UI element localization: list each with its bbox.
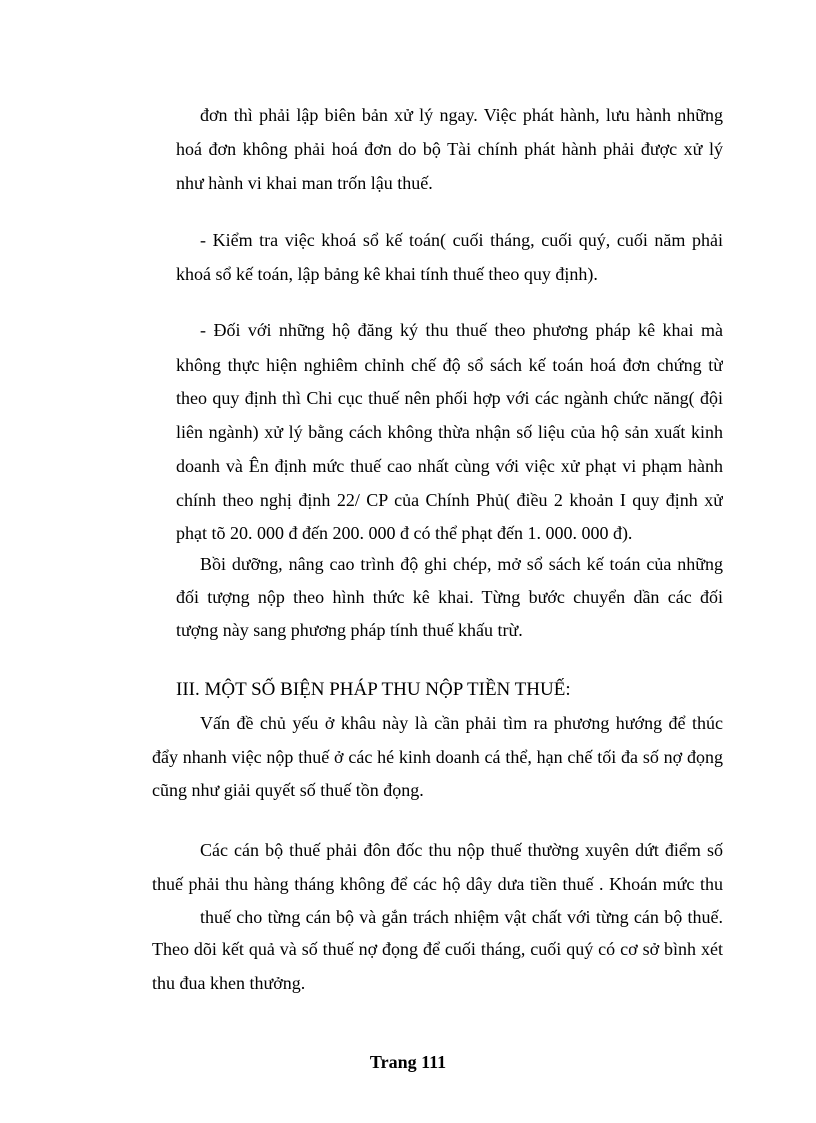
text-line: thuế cho từng cán bộ và gắn trách nhiệm vật chất với từng cán bộ thuế. xyxy=(200,907,723,927)
text-line: Bồi dưỡng, nâng cao trình độ ghi chép, mở sổ sách kế toán của những xyxy=(200,554,723,574)
text-line: đơn thì phải lập biên bản xử lý ngay. Việc phát hành, lưu hành những xyxy=(200,105,723,125)
text-line: tượng này sang phương pháp tính thuế khấu trừ. xyxy=(176,620,523,640)
text-line: doanh và Ên định mức thuế cao nhất cùng với việc xử phạt vi phạm hành xyxy=(176,456,723,476)
section-heading: III. MỘT SỐ BIỆN PHÁP THU NỘP TIỀN THUẾ: xyxy=(176,679,571,700)
text-line: Theo dõi kết quả và số thuế nợ đọng để cuối tháng, cuối quý có cơ sở bình xét xyxy=(152,939,723,959)
text-line: đẩy nhanh việc nộp thuế ở các hé kinh doanh cá thể, hạn chế tối đa số nợ đọng xyxy=(152,747,723,767)
text-line: như hành vi khai man trốn lậu thuế. xyxy=(176,173,433,193)
text-line: Các cán bộ thuế phải đôn đốc thu nộp thuế thường xuyên dứt điểm số xyxy=(200,840,723,860)
text-line: phạt tõ 20. 000 đ đến 200. 000 đ có thể phạt đến 1. 000. 000 đ). xyxy=(176,523,633,543)
text-line: cũng như giải quyết số thuế tồn đọng. xyxy=(152,780,424,800)
text-line: không thực hiện nghiêm chỉnh chế độ sổ sách kế toán hoá đơn chứng từ xyxy=(176,355,723,375)
text-line: đối tượng nộp theo hình thức kê khai. Từng bước chuyển dần các đối xyxy=(176,587,723,607)
text-line: thu đua khen thưởng. xyxy=(152,973,306,993)
text-line: khoá sổ kế toán, lập bảng kê khai tính thuế theo quy định). xyxy=(176,264,598,284)
text-line: hoá đơn không phải hoá đơn do bộ Tài chính phát hành phải được xử lý xyxy=(176,139,723,159)
text-line: liên ngành) xử lý bằng cách không thừa nhận số liệu của hộ sản xuất kinh xyxy=(176,422,723,442)
text-line: chính theo nghị định 22/ CP của Chính Phủ( điều 2 khoản I quy định xử xyxy=(176,490,723,510)
text-line: - Đối với những hộ đăng ký thu thuế theo phương pháp kê khai mà xyxy=(200,320,723,340)
text-line: thuế phải thu hàng tháng không để các hộ dây dưa tiền thuế . Khoán mức thu xyxy=(152,874,723,894)
text-line: theo quy định thì Chi cục thuế nên phối hợp với các ngành chức năng( đội xyxy=(176,388,723,408)
page-number: Trang 111 xyxy=(369,1052,447,1072)
text-line: Vấn đề chủ yếu ở khâu này là cần phải tìm ra phương hướng để thúc xyxy=(200,713,723,733)
text-line: - Kiểm tra việc khoá sổ kế toán( cuối tháng, cuối quý, cuối năm phải xyxy=(200,230,723,250)
